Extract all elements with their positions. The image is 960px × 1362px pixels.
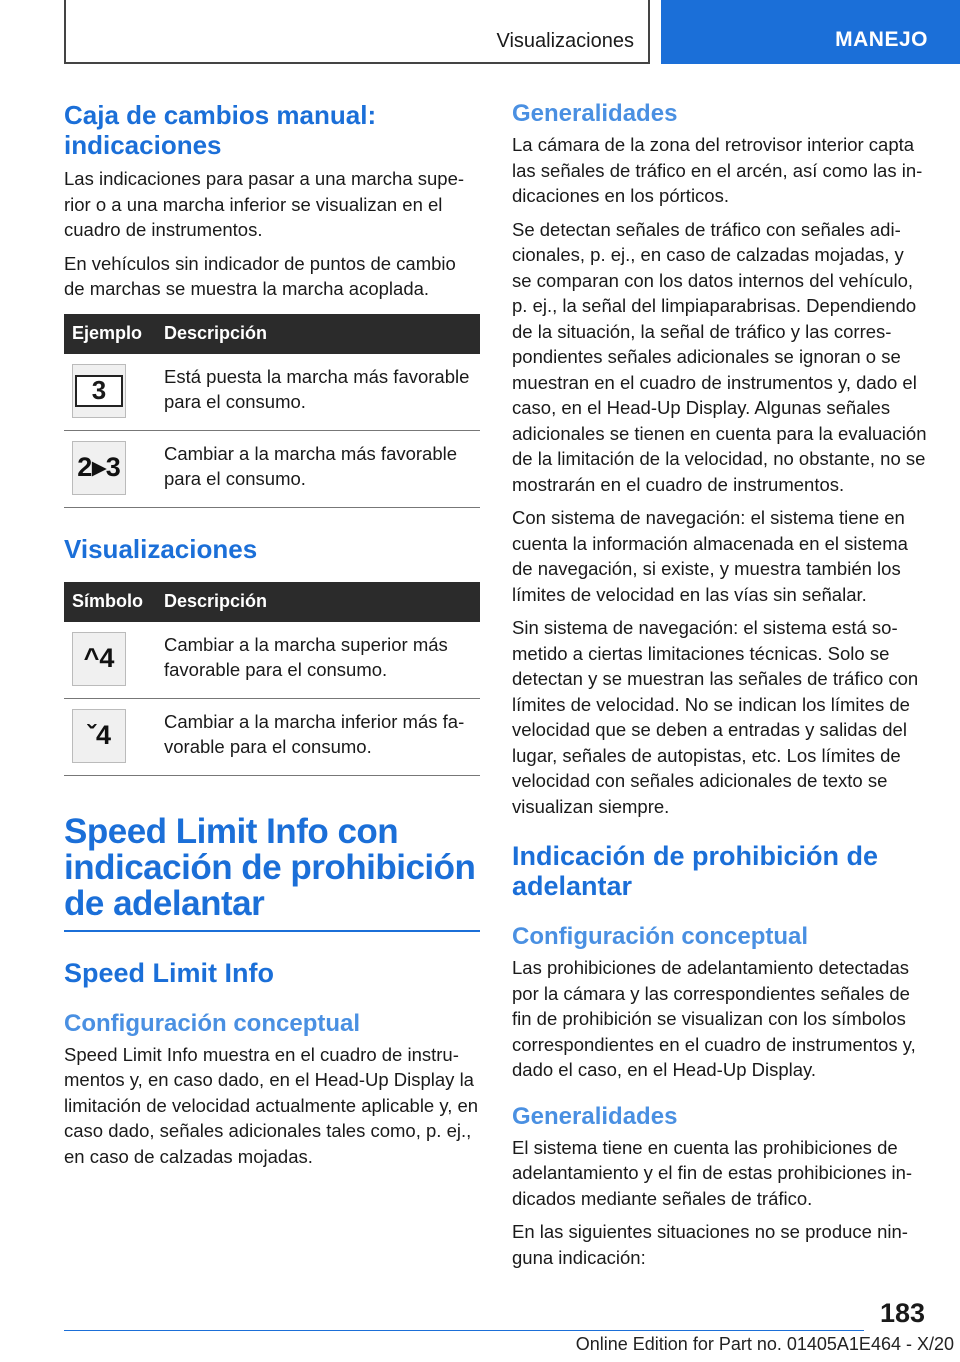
table-text-cell: Cambiar a la marcha inferior más favorable para el consumo. [156, 698, 480, 775]
table-header-row [64, 314, 480, 354]
footer-divider [64, 1330, 864, 1331]
table-icon-cell [64, 622, 156, 699]
page-number: 183 [880, 1298, 926, 1328]
table-header-cell: Descripción [156, 314, 480, 354]
paragraph: En las siguientes situaciones no se produce ninguna indicación: [512, 1221, 908, 1268]
paragraph: Las prohibiciones de adelantamiento detectadas por la cámara y las correspondientes señales de fin de prohibición se visualizan con los símbolos correspondientes en el cuadro de instrumentos y, dado el caso, en el Head-Up Display. [512, 957, 916, 1080]
paragraph: La cámara de la zona del retrovisor interior capta las señales de tráfico en el arcén, así como las indicaciones en los pórticos. [512, 134, 923, 206]
heading-generalidades: Generalidades [512, 100, 678, 127]
table-header-cell: Símbolo [64, 582, 156, 622]
heading-configuracion: Configuración conceptual [64, 1009, 361, 1037]
gear-indicator-table [64, 314, 480, 508]
header-section-title: Visualizaciones [496, 30, 634, 52]
footer-edition: Online Edition for Part no. 01405A1E464 - X/20 [575, 1334, 954, 1354]
table-header-cell: Descripción [156, 582, 480, 622]
paragraph: Sin sistema de navegación: el sistema está sometido a ciertas limitaciones técnicas. Solo se detectan y se muestran las señales de tráfico con límites de velocidad. No se indican los límites de velocidad que se deben a entradas y salidas del lugar, señales de autopistas, etc. Los límites de velocidad con señales adicionales de texto se visualizan siempre. [512, 617, 919, 817]
table-header-row [64, 582, 480, 622]
paragraph: Speed Limit Info muestra en el cuadro de instrumentos y, en caso dado, en el Head-Up Display la limitación de velocidad actualmente aplicable y, en caso dado, señales adicionales tales como, p. ej., en caso de calzadas mojadas. [64, 1043, 479, 1167]
paragraph: Se detectan señales de tráfico con señales adicionales, p. ej., en caso de calzadas mojadas, y se comparan con los datos internos del vehículo, p. ej., la señal del limpiaparabrisas. Dependiendo de la situación, la señal de tráfico y las correspondientes señales adicionales se ignoran o se muestran en el cuadro de instrumentos y, dado el caso, en el Head-Up Display. Algunas señales adicionales se tienen en cuenta para la evaluación de la limitación de la velocidad, no obstante, no se mostrarán en el cuadro de instrumentos. [512, 218, 927, 495]
header-chapter-tab[interactable] [661, 0, 960, 64]
table-row [64, 622, 480, 699]
right-column [512, 100, 928, 1278]
symbol-table [64, 582, 480, 776]
heading-caja-cambios: Caja de cambios manual: indicaciones [64, 100, 377, 160]
table-row [64, 354, 480, 431]
header-chapter-label: MANEJO [835, 28, 928, 51]
heading-configuracion: Configuración conceptual [512, 923, 809, 950]
table-header-cell: Ejemplo [64, 314, 156, 354]
heading-visualizaciones: Visualizaciones [64, 533, 258, 564]
left-column [64, 100, 480, 1177]
paragraph: Con sistema de navegación: el sistema tiene en cuenta la información almacenada en el sistema de navegación, si existe, y muestra también los límites de velocidad en las vías sin señalar. [512, 507, 908, 605]
table-icon-cell [64, 698, 156, 775]
heading-sli: Speed Limit Info [64, 957, 275, 988]
heading-generalidades: Generalidades [512, 1102, 678, 1130]
table-icon-cell [64, 354, 156, 431]
downshift-4-icon: ˇ4 [72, 709, 126, 763]
table-text-cell: Cambiar a la marcha superior más favorable para el consumo. [156, 622, 480, 699]
table-text-cell: Está puesta la marcha más favorable para el consumo. [156, 354, 480, 431]
paragraph: El sistema tiene en cuenta las prohibiciones de adelantamiento y el fin de estas prohibiciones indicados mediante señales de tráfico. [512, 1136, 913, 1209]
paragraph: Las indicaciones para pasar a una marcha superior o a una marcha inferior se visualizan en el cuadro de instrumentos. [64, 168, 465, 240]
table-row [64, 698, 480, 775]
upshift-4-icon: ^4 [72, 632, 126, 686]
table-row [64, 430, 480, 507]
paragraph: En vehículos sin indicador de puntos de cambio de marchas se muestra la marcha acoplada. [64, 252, 456, 299]
table-text-cell: Cambiar a la marcha más favorable para el consumo. [156, 430, 480, 507]
header-box [64, 0, 650, 64]
heading-speed-limit-info: Speed Limit Info con indicación de prohibición de adelantar [64, 814, 480, 932]
heading-indicacion-prohibicion: Indicación de prohibición de adelantar [512, 841, 879, 901]
gear-3-icon: 3 [72, 364, 126, 418]
shift-2-to-3-icon: 2▸3 [72, 441, 126, 495]
table-icon-cell [64, 430, 156, 507]
